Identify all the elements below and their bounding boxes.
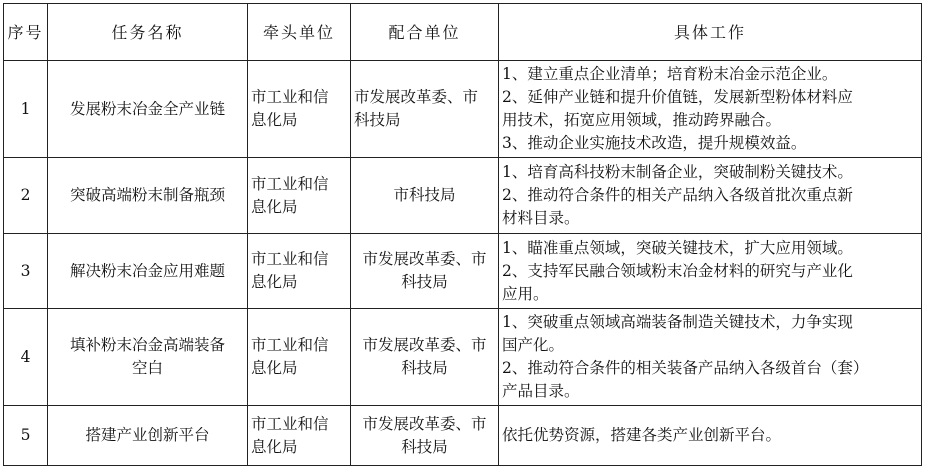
header-task: 任务名称 — [48, 4, 248, 61]
row-lead — [248, 309, 351, 406]
row-no: 5 — [4, 406, 48, 466]
header-work: 具体工作 — [499, 4, 922, 61]
row-lead — [248, 406, 351, 466]
header-row — [4, 4, 922, 61]
row-task — [48, 61, 248, 158]
lead-line: 市工业和信 — [251, 250, 329, 268]
cooperate-line: 市发展改革委、市 — [362, 336, 487, 354]
work-line: 1、瞄准重点领域，突破关键技术，扩大应用领域。 — [502, 238, 853, 257]
row-no: 3 — [4, 234, 48, 309]
work-line: 应用。 — [502, 284, 549, 303]
work-line: 材料目录。 — [502, 209, 580, 227]
lead-line: 市工业和信 — [251, 414, 329, 433]
cooperate-line: 市发展改革委、市 — [362, 250, 487, 268]
row-work — [499, 309, 922, 406]
work-line: 2、推动符合条件的相关装备产品纳入各级首台（套） — [502, 359, 869, 377]
row-no: 2 — [4, 158, 48, 234]
row-task — [48, 406, 248, 466]
cooperate-line: 科技局 — [401, 273, 448, 291]
task-line: 解决粉末冶金应用难题 — [69, 261, 225, 280]
work-line: 2、延伸产业链和提升价值链，发展新型粉体材料应 — [502, 88, 853, 106]
header-no: 序号 — [4, 4, 48, 61]
task-line: 突破高端粉末制备瓶颈 — [69, 186, 225, 204]
task-table — [3, 3, 922, 466]
lead-line: 市工业和信 — [251, 336, 329, 354]
lead-line: 息化局 — [251, 359, 298, 377]
row-cooperate — [351, 61, 499, 158]
row-cooperate — [351, 234, 499, 309]
row-lead — [248, 234, 351, 309]
header-cooperate: 配合单位 — [351, 4, 499, 61]
lead-line: 市工业和信 — [251, 88, 329, 106]
row-task — [48, 158, 248, 234]
task-line: 填补粉末冶金高端装备 — [69, 336, 225, 354]
work-line: 1、培育高科技粉末制备企业，突破制粉关键技术。 — [502, 163, 853, 181]
row-task — [48, 309, 248, 406]
row-work — [499, 234, 922, 309]
table-row — [4, 234, 922, 309]
lead-line: 息化局 — [251, 273, 298, 291]
table-row — [4, 406, 922, 466]
cooperate-line: 市发展改革委、市 — [354, 88, 479, 106]
row-work — [499, 158, 922, 234]
lead-line: 市工业和信 — [251, 174, 329, 193]
work-line: 2、推动符合条件的相关产品纳入各级首批次重点新 — [502, 186, 853, 204]
row-no: 1 — [4, 61, 48, 158]
row-task — [48, 234, 248, 309]
lead-line: 息化局 — [251, 197, 298, 216]
row-cooperate — [351, 406, 499, 466]
task-line: 搭建产业创新平台 — [85, 426, 210, 444]
work-line: 2、支持军民融合领域粉末冶金材料的研究与产业化 — [502, 261, 853, 280]
row-work — [499, 61, 922, 158]
cooperate-line: 市科技局 — [393, 186, 456, 204]
lead-line: 息化局 — [251, 437, 298, 456]
lead-line: 息化局 — [251, 111, 298, 129]
work-line: 1、建立重点企业清单；培育粉末冶金示范企业。 — [502, 65, 838, 83]
cooperate-line: 科技局 — [401, 359, 448, 377]
work-line: 国产化。 — [502, 336, 565, 354]
row-no: 4 — [4, 309, 48, 406]
task-line: 发展粉末冶金全产业链 — [69, 99, 225, 118]
task-line: 空白 — [131, 359, 163, 377]
row-cooperate — [351, 309, 499, 406]
table-row — [4, 61, 922, 158]
row-lead — [248, 158, 351, 234]
row-cooperate — [351, 158, 499, 234]
header-lead: 牵头单位 — [248, 4, 351, 61]
table-row — [4, 158, 922, 234]
work-line: 1、突破重点领域高端装备制造关键技术，力争实现 — [502, 313, 853, 331]
cooperate-line: 科技局 — [401, 437, 448, 456]
row-work — [499, 406, 922, 466]
table-row — [4, 309, 922, 406]
work-line: 3、推动企业实施技术改造，提升规模效益。 — [502, 134, 807, 152]
cooperate-line: 市发展改革委、市 — [362, 414, 487, 433]
work-line: 用技术，拓宽应用领域，推动跨界融合。 — [502, 111, 782, 129]
work-line: 产品目录。 — [502, 382, 580, 400]
row-lead — [248, 61, 351, 158]
work-line: 依托优势资源，搭建各类产业创新平台。 — [502, 426, 782, 444]
cooperate-line: 科技局 — [354, 111, 401, 129]
